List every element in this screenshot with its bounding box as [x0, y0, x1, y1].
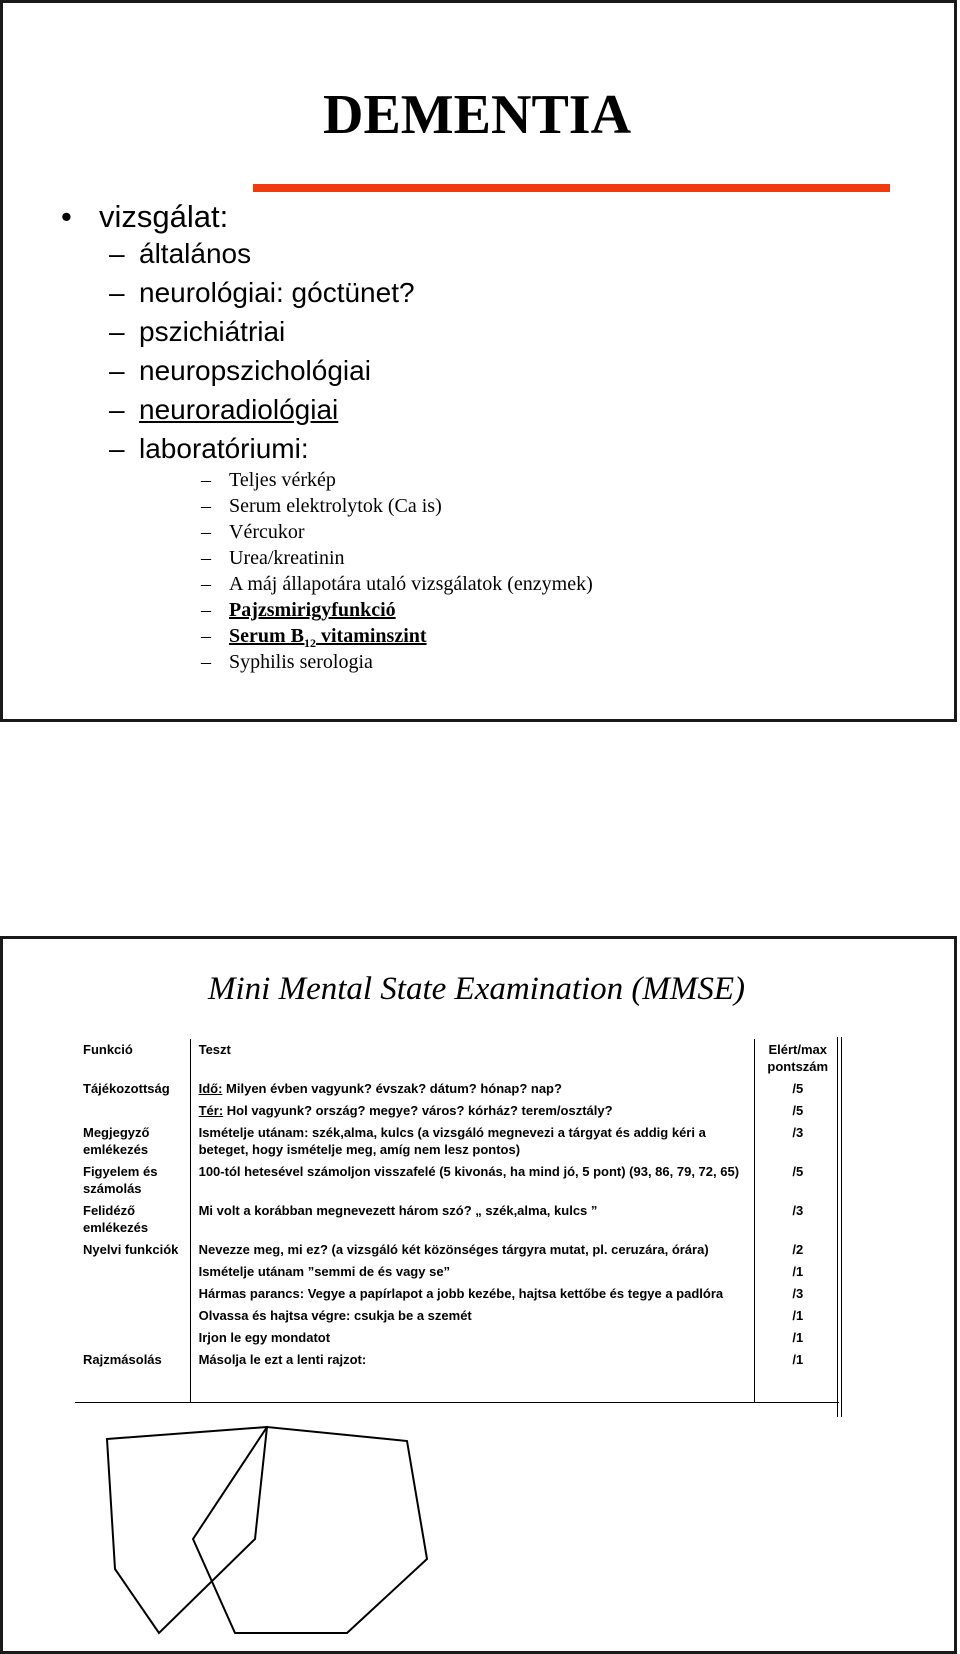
cell-teszt: 100-tól hetesével számoljon visszafelé (5 kivonás, ha mind jó, 5 pont) (93, 86, 79, 72, 65)	[190, 1161, 754, 1200]
table-header-row	[75, 1039, 839, 1078]
cell-teszt: Olvassa és hajtsa végre: csukja be a szemét	[190, 1305, 754, 1327]
cell-funkcio	[75, 1100, 190, 1122]
slide-title: DEMENTIA	[323, 84, 632, 146]
dash-icon: –	[201, 521, 211, 543]
teszt-prefix: Idő:	[198, 1081, 223, 1096]
cell-pont: /1	[754, 1349, 839, 1403]
list-item-text: általános	[139, 238, 252, 269]
dash-icon: –	[201, 599, 211, 621]
header-funkcio: Funkció	[75, 1039, 190, 1078]
slide-title: Mini Mental State Examination (MMSE)	[208, 971, 746, 1007]
table-row	[75, 1327, 839, 1349]
table-row	[75, 1261, 839, 1283]
cell-teszt: Másolja le ezt a lenti rajzot:	[190, 1349, 754, 1403]
cell-pont: /2	[792, 1242, 804, 1257]
dash-icon: –	[109, 433, 125, 464]
cell-pont: /3	[792, 1286, 804, 1301]
cell-teszt: Irjon le egy mondatot	[190, 1327, 754, 1349]
dash-icon: –	[201, 495, 211, 517]
cell-funkcio: Felidéző emlékezés	[75, 1200, 190, 1239]
b12-subscript: 12	[304, 636, 316, 650]
cell-funkcio: Rajzmásolás	[75, 1349, 190, 1403]
cell-pont: /3	[792, 1203, 804, 1218]
cell-funkcio: Figyelem és számolás	[75, 1161, 190, 1200]
dash-icon: –	[109, 355, 125, 386]
table-row	[75, 1161, 839, 1200]
table-row	[75, 1078, 839, 1100]
list-item-text: Teljes vérkép	[229, 469, 336, 491]
table-row	[75, 1349, 839, 1403]
cell-teszt: Nevezze meg, mi ez? (a vizsgáló két közönséges tárgyra mutat, pl. ceruzára, órára)	[190, 1239, 754, 1261]
cell-funkcio	[75, 1261, 190, 1283]
list-item-text: pszichiátriai	[139, 316, 286, 347]
header-pontszam: Elért/max pontszám	[767, 1042, 829, 1074]
list-item-text: Pajzsmirigyfunkció	[229, 599, 396, 621]
header-teszt: Teszt	[190, 1039, 754, 1078]
cell-teszt: Hármas parancs: Vegye a papírlapot a jobb kezébe, hajtsa kettőbe és tegye a padlóra	[190, 1283, 754, 1305]
mmse-table	[75, 1039, 839, 1403]
cell-pont: /5	[792, 1081, 804, 1096]
cell-pont: /5	[792, 1164, 804, 1179]
table-row	[75, 1100, 839, 1122]
dash-icon: –	[201, 573, 211, 595]
dash-icon: –	[109, 394, 125, 425]
cell-pont: /1	[792, 1308, 804, 1323]
teszt-text: Milyen évben vagyunk? évszak? dátum? hónap? nap?	[222, 1081, 562, 1096]
list-item-text: laboratóriumi:	[139, 433, 309, 464]
teszt-prefix: Tér:	[198, 1103, 224, 1118]
cell-funkcio: Tájékozottság	[75, 1078, 190, 1100]
intersecting-pentagons-drawing	[97, 1419, 437, 1639]
list-item-text: neuropszichológiai	[139, 355, 371, 386]
dash-icon: –	[201, 547, 211, 569]
slide-mmse	[0, 936, 957, 1654]
dash-icon: –	[201, 625, 211, 647]
cell-teszt	[190, 1100, 754, 1122]
cell-funkcio	[75, 1283, 190, 1305]
list-item-text: neurológiai: góctünet?	[139, 277, 415, 308]
b12-prefix: Serum B	[229, 625, 304, 647]
dash-icon: –	[201, 469, 211, 491]
list-item-text: Urea/kreatinin	[229, 547, 345, 569]
cell-pont: /5	[792, 1103, 804, 1118]
dash-icon: –	[109, 316, 125, 347]
table-row	[75, 1200, 839, 1239]
list-item-text-b12	[229, 625, 427, 651]
dash-icon: –	[109, 238, 125, 269]
bullet-icon: •	[61, 199, 72, 234]
cell-teszt: Ismételje utánam ”semmi de és vagy se”	[190, 1261, 754, 1283]
list-item-text: Serum elektrolytok (Ca is)	[229, 495, 442, 517]
title-underline-rule	[253, 184, 890, 192]
right-pentagon	[193, 1427, 427, 1633]
dash-icon: –	[109, 277, 125, 308]
table-row	[75, 1239, 839, 1261]
cell-funkcio	[75, 1327, 190, 1349]
cell-teszt	[190, 1078, 754, 1100]
list-item-text: Syphilis serologia	[229, 651, 373, 673]
b12-suffix: vitaminszint	[316, 625, 427, 647]
table-row	[75, 1305, 839, 1327]
slide-dementia	[0, 0, 957, 722]
list-item-text: Vércukor	[229, 521, 305, 543]
cell-pont: /3	[792, 1125, 804, 1140]
table-row	[75, 1122, 839, 1161]
bullet-text: vizsgálat:	[99, 199, 229, 234]
list-item-text: neuroradiológiai	[139, 394, 339, 425]
cell-teszt: Ismételje utánam: szék,alma, kulcs (a vizsgáló megnevezi a tárgyat és addig kéri a beteget, hogy ismételje meg, amíg nem lesz pontos)	[190, 1122, 754, 1161]
table-row	[75, 1283, 839, 1305]
cell-funkcio: Nyelvi funkciók	[75, 1239, 190, 1261]
cell-teszt: Mi volt a korábban megnevezett három szó? „ szék,alma, kulcs ”	[190, 1200, 754, 1239]
list-item-text: A máj állapotára utaló vizsgálatok (enzymek)	[229, 573, 593, 595]
left-pentagon	[107, 1427, 267, 1633]
teszt-text: Hol vagyunk? ország? megye? város? kórház? terem/osztály?	[223, 1103, 613, 1118]
cell-funkcio	[75, 1305, 190, 1327]
dash-icon: –	[201, 651, 211, 673]
cell-funkcio: Megjegyző emlékezés	[75, 1122, 190, 1161]
cell-pont: /1	[792, 1330, 804, 1345]
cell-pont: /1	[792, 1264, 804, 1279]
